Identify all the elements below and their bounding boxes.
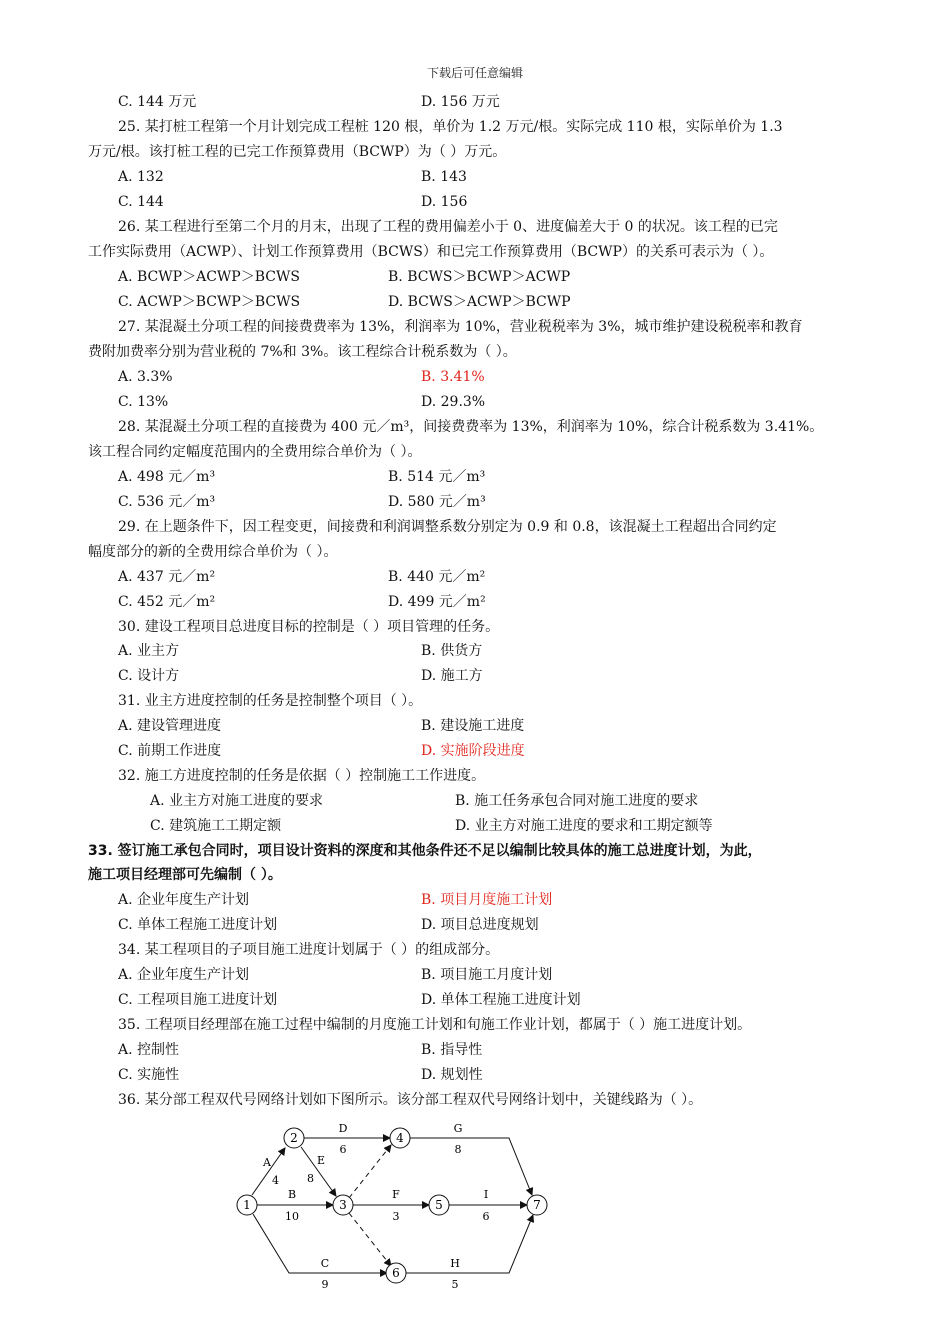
option-a: A. 企业年度生产计划 [118, 892, 250, 908]
activity-c-duration: 9 [321, 1278, 329, 1291]
question-35-text: 35. 工程项目经理部在施工过程中编制的月度施工计划和旬施工作业计划，都属于（ ）施工进度计划。 [118, 1017, 752, 1033]
option-b: B. 143 [421, 169, 467, 185]
node-5 [429, 1195, 449, 1215]
activity-e-name: E [317, 1154, 326, 1167]
option-d: D. 156 [421, 194, 468, 210]
option-a: A. 控制性 [118, 1042, 180, 1058]
option-b: B. 440 元／m² [388, 569, 486, 585]
option-a: A. 132 [118, 169, 164, 185]
option-a: A. 437 元／m² [118, 569, 216, 585]
option-d: D. 规划性 [421, 1067, 483, 1083]
page-header: 下载后可任意编辑 [426, 66, 523, 80]
option-b-answer: B. 3.41% [421, 369, 485, 385]
node-label: 7 [533, 1198, 541, 1212]
question-29-text-cont: 幅度部分的新的全费用综合单价为（ ）。 [88, 544, 338, 560]
question-25-text-cont: 万元/根。该打桩工程的已完工作预算费用（BCWP）为（ ）万元。 [88, 144, 507, 160]
option-b: B. 514 元／m³ [388, 469, 486, 485]
option-d: D. 业主方对施工进度的要求和工期定额等 [455, 818, 713, 834]
activity-g-duration: 8 [454, 1143, 462, 1156]
option-d: D. 499 元／m² [388, 594, 486, 610]
option-c: C. 452 元／m² [118, 594, 216, 610]
question-28-text-cont: 该工程合同约定幅度范围内的全费用综合单价为（ ）。 [88, 444, 422, 460]
question-26-text-cont: 工作实际费用（ACWP）、计划工作预算费用（BCWS）和已完工作预算费用（BCWP）的关系可表示为（ ）。 [88, 244, 774, 260]
option-d: D. 施工方 [421, 668, 483, 684]
question-26-text: 26. 某工程进行至第二个月的月末，出现了工程的费用偏差小于 0、进度偏差大于 0 的状况。该工程的已完 [118, 219, 778, 235]
option-d: D. 单体工程施工进度计划 [421, 992, 581, 1008]
option-b: B. 施工任务承包合同对施工进度的要求 [455, 793, 699, 809]
option-c: C. 单体工程施工进度计划 [118, 917, 278, 933]
option-c: C. 建筑施工工期定额 [150, 818, 282, 834]
node-7 [527, 1195, 547, 1215]
option-d: D. 项目总进度规划 [421, 917, 539, 933]
option-b: B. 供货方 [421, 643, 483, 659]
activity-a-name: A [263, 1156, 271, 1169]
option-b: B. 建设施工进度 [421, 718, 525, 734]
question-27-text-cont: 费附加费率分别为营业税的 7%和 3%。该工程综合计税系数为（ ）。 [88, 344, 517, 360]
option-d: D. 29.3% [421, 394, 486, 410]
activity-i-duration: 6 [482, 1210, 490, 1223]
option-d: D. BCWS＞ACWP＞BCWP [388, 294, 571, 310]
activity-a-duration: 4 [272, 1174, 279, 1187]
node-label: 1 [243, 1198, 251, 1212]
question-25-text: 25. 某打桩工程第一个月计划完成工程桩 120 根，单价为 1.2 万元/根。实际完成 110 根，实际单价为 1.3 [118, 119, 783, 135]
option-c: C. 536 元／m³ [118, 494, 216, 510]
option-a: A. 企业年度生产计划 [118, 967, 250, 983]
activity-f-name: F [392, 1188, 400, 1201]
option-c: C. 144 万元 [118, 94, 197, 110]
option-a: A. 业主方对施工进度的要求 [150, 793, 324, 809]
node-label: 4 [396, 1131, 404, 1145]
question-28-text: 28. 某混凝土分项工程的直接费为 400 元／m³，间接费费率为 13%，利润率为 10%，综合计税系数为 3.41%。 [118, 419, 824, 435]
node-label: 5 [435, 1198, 443, 1212]
option-b: B. 指导性 [421, 1042, 483, 1058]
option-c: C. 设计方 [118, 668, 180, 684]
question-33-text: 33. 签订施工承包合同时，项目设计资料的深度和其他条件还不足以编制比较具体的施工总进度计划，为此， [88, 843, 762, 859]
question-29-text: 29. 在上题条件下，因工程变更，间接费和利润调整系数分别定为 0.9 和 0.8，该混凝土工程超出合同约定 [118, 519, 777, 535]
option-c: C. 13% [118, 394, 169, 410]
option-d: D. 156 万元 [421, 94, 500, 110]
option-b: B. BCWS＞BCWP＞ACWP [388, 269, 571, 285]
option-a: A. 建设管理进度 [118, 718, 222, 734]
question-36-text: 36. 某分部工程双代号网络计划如下图所示。该分部工程双代号网络计划中，关键线路为（ ）。 [118, 1092, 703, 1108]
activity-d-name: D [338, 1122, 348, 1135]
node-3 [333, 1195, 353, 1215]
option-a: A. 498 元／m³ [118, 469, 216, 485]
dummy-arrow-3-6 [349, 1213, 391, 1266]
activity-h-name: H [450, 1257, 460, 1270]
activity-g-name: G [453, 1122, 463, 1135]
option-a: A. 业主方 [118, 643, 180, 659]
question-27-text: 27. 某混凝土分项工程的间接费费率为 13%，利润率为 10%，营业税税率为 3%，城市维护建设税税率和教育 [118, 319, 803, 335]
activity-d-duration: 6 [339, 1143, 347, 1156]
node-1 [237, 1195, 257, 1215]
activity-e-duration: 8 [307, 1172, 314, 1185]
option-b-answer: B. 项目月度施工计划 [421, 892, 553, 908]
arrow-g [410, 1138, 532, 1195]
activity-b-name: B [287, 1188, 297, 1201]
activity-b-duration: 10 [285, 1210, 299, 1223]
option-c: C. 前期工作进度 [118, 743, 222, 759]
activity-c-name: C [320, 1257, 330, 1270]
node-label: 3 [339, 1198, 347, 1212]
option-a: A. BCWP＞ACWP＞BCWS [118, 269, 300, 285]
question-32-text: 32. 施工方进度控制的任务是依据（ ）控制施工工作进度。 [118, 768, 486, 784]
node-2 [284, 1128, 304, 1148]
option-c: C. 144 [118, 194, 164, 210]
node-4 [390, 1128, 410, 1148]
option-b: B. 项目施工月度计划 [421, 967, 553, 983]
network-diagram [225, 1118, 565, 1293]
dummy-arrow-3-4 [349, 1145, 391, 1198]
node-label: 6 [392, 1266, 400, 1280]
option-d-answer: D. 实施阶段进度 [421, 743, 525, 759]
activity-i-name: I [483, 1188, 489, 1201]
activity-f-duration: 3 [392, 1210, 400, 1223]
option-c: C. 工程项目施工进度计划 [118, 992, 278, 1008]
node-label: 2 [290, 1131, 298, 1145]
arrow-h [406, 1215, 533, 1273]
question-30-text: 30. 建设工程项目总进度目标的控制是（ ）项目管理的任务。 [118, 619, 500, 635]
option-c: C. 实施性 [118, 1067, 180, 1083]
activity-h-duration: 5 [451, 1278, 459, 1291]
option-d: D. 580 元／m³ [388, 494, 486, 510]
question-33-text-cont: 施工项目经理部可先编制（ ）。 [88, 867, 282, 883]
question-31-text: 31. 业主方进度控制的任务是控制整个项目（ ）。 [118, 693, 423, 709]
node-6 [386, 1263, 406, 1283]
option-c: C. ACWP＞BCWP＞BCWS [118, 294, 301, 310]
question-34-text: 34. 某工程项目的子项目施工进度计划属于（ ）的组成部分。 [118, 942, 500, 958]
option-a: A. 3.3% [118, 369, 173, 385]
